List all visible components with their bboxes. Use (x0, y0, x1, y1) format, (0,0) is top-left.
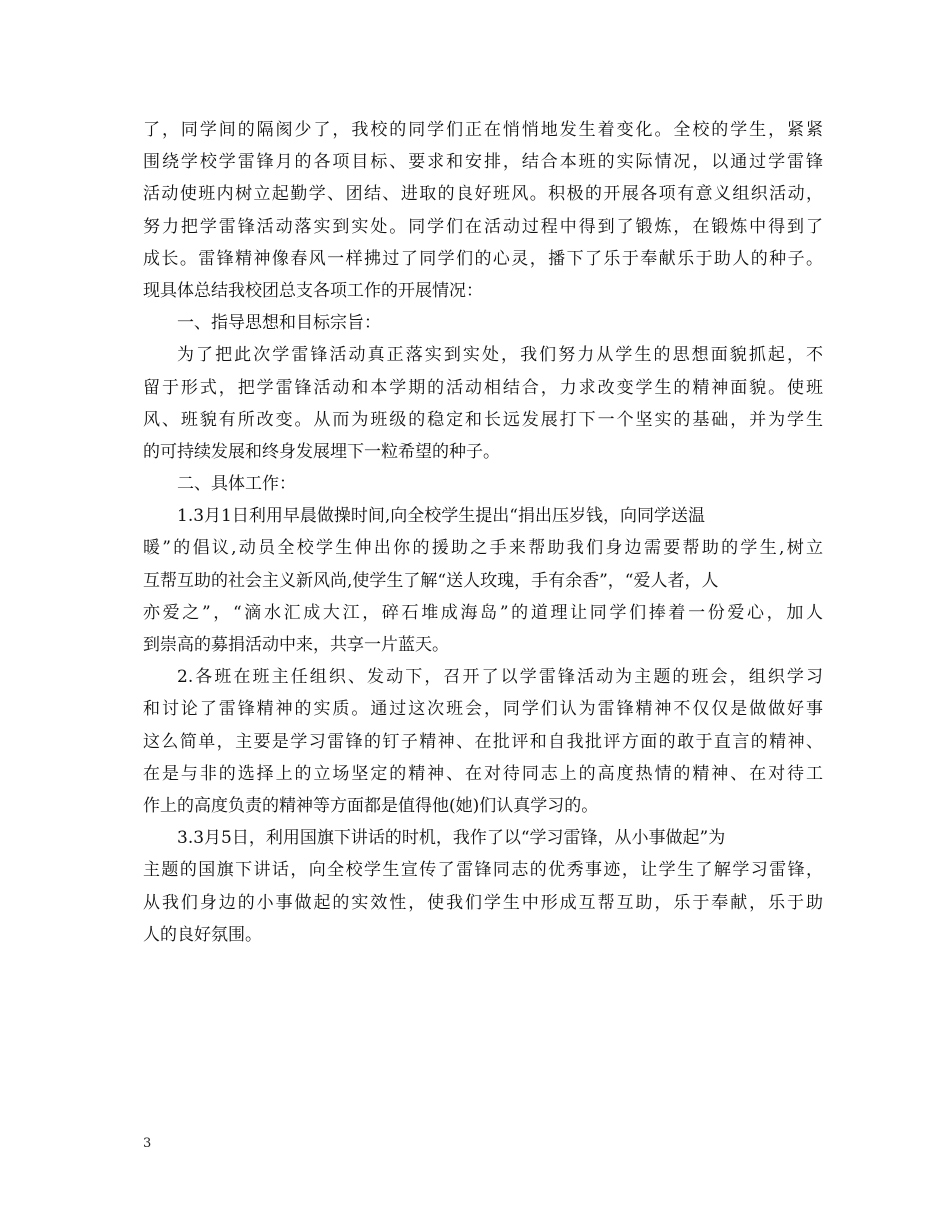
text-line: 为了把此次学雷锋活动真正落实到实处，我们努力从学生的思想面貌抓起，不 (177, 345, 823, 366)
text-line: 1.3月1日利用早晨做操时间,向全校学生提出“捐出压岁钱，向同学送温 (177, 506, 705, 527)
text-line: 现具体总结我校团总支各项工作的开展情况： (143, 280, 483, 301)
text-line: 主题的国旗下讲话，向全校学生宣传了雷锋同志的优秀事迹，让学生了解学习雷锋， (143, 860, 823, 881)
text-line: 从我们身边的小事做起的实效性，使我们学生中形成互帮互助，乐于奉献，乐于助 (143, 892, 823, 913)
text-line: 在是与非的选择上的立场坚定的精神、在对待同志上的高度热情的精神、在对待工 (143, 763, 823, 784)
text-line: 活动使班内树立起勤学、团结、进取的良好班风。积极的开展各项有意义组织活动， (143, 184, 823, 205)
text-line: 风、班貌有所改变。从而为班级的稳定和长远发展打下一个坚实的基础，并为学生 (143, 409, 823, 430)
text-line: 的可持续发展和终身发展埋下一粒希望的种子。 (143, 441, 500, 462)
text-line: 作上的高度负责的精神等方面都是值得他(她)们认真学习的。 (143, 795, 599, 816)
text-line: 暖”的倡议,动员全校学生伸出你的援助之手来帮助我们身边需要帮助的学生,树立 (143, 538, 823, 559)
text-line: 留于形式，把学雷锋活动和本学期的活动相结合，力求改变学生的精神面貌。使班 (143, 377, 823, 398)
text-line: 一、指导思想和目标宗旨： (177, 313, 381, 334)
text-line: 成长。雷锋精神像春风一样拂过了同学们的心灵，播下了乐于奉献乐于助人的种子。 (143, 248, 823, 269)
text-line: 和讨论了雷锋精神的实质。通过这次班会，同学们认为雷锋精神不仅仅是做做好事 (143, 699, 823, 720)
text-line: 二、具体工作： (177, 474, 296, 495)
text-line: 了，同学间的隔阂少了，我校的同学们正在悄悄地发生着变化。全校的学生，紧紧 (143, 120, 823, 140)
text-line: 这么简单，主要是学习雷锋的钉子精神、在批评和自我批评方面的敢于直言的精神、 (143, 731, 823, 752)
text-line: 围绕学校学雷锋月的各项目标、要求和安排，结合本班的实际情况，以通过学雷锋 (143, 152, 823, 173)
text-line: 人的良好氛围。 (143, 924, 262, 945)
text-line: 到崇高的募捐活动中来，共享一片蓝天。 (143, 635, 449, 655)
text-line: 互帮互助的社会主义新风尚,使学生了解“送人玫瑰，手有余香”，“爱人者，人 (143, 570, 719, 591)
text-line: 2.各班在班主任组织、发动下，召开了以学雷锋活动为主题的班会，组织学习 (177, 667, 823, 688)
text-line: 亦爱之”，“滴水汇成大江，碎石堆成海岛”的道理让同学们捧着一份爱心，加人 (143, 602, 823, 623)
text-line: 努力把学雷锋活动落实到实处。同学们在活动过程中得到了锻炼，在锻炼中得到了 (143, 216, 823, 237)
page-number: 3 (143, 1136, 152, 1151)
text-line: 3.3月5日，利用国旗下讲话的时机，我作了以“学习雷锋，从小事做起”为 (177, 828, 726, 849)
body-text (143, 114, 823, 951)
